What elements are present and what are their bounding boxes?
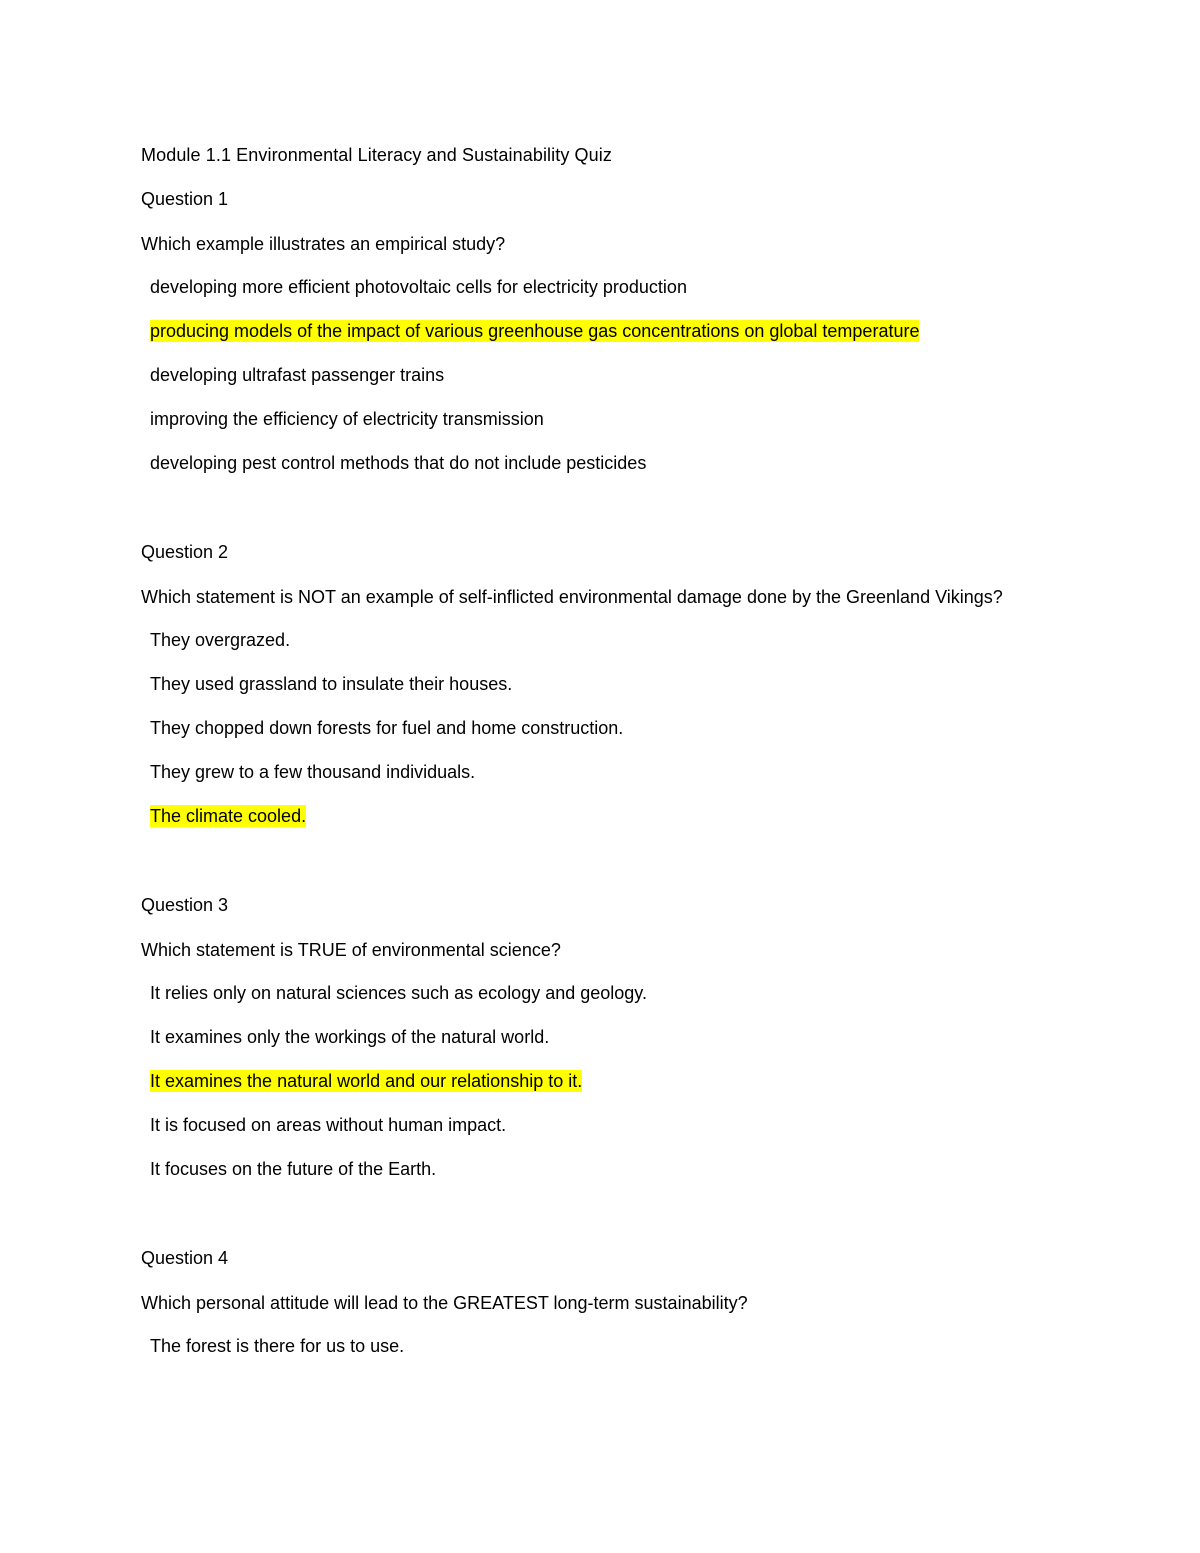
- answer-option-text: They used grassland to insulate their houses.: [150, 674, 513, 694]
- answer-option-text: developing more efficient photovoltaic cells for electricity production: [150, 277, 687, 297]
- answer-option-highlighted: [150, 1068, 1041, 1094]
- question-text: Which statement is NOT an example of self-inflicted environmental damage done by the Greenland Vikings?: [141, 587, 1003, 607]
- question-label: Question 4: [141, 1248, 229, 1268]
- answer-option-text: The forest is there for us to use.: [150, 1336, 405, 1356]
- question-4: [141, 1245, 1041, 1359]
- answer-option-text: It focuses on the future of the Earth.: [150, 1159, 437, 1179]
- question-2: [141, 539, 1041, 892]
- answer-option: [150, 450, 1041, 476]
- question-label: Question 3: [141, 895, 229, 915]
- question-label: Question 1: [141, 189, 229, 209]
- answer-option-text: improving the efficiency of electricity transmission: [150, 409, 544, 429]
- question-text: Which example illustrates an empirical study?: [141, 234, 506, 254]
- answer-option-text: developing ultrafast passenger trains: [150, 365, 445, 385]
- answer-option-text: It examines only the workings of the natural world.: [150, 1027, 550, 1047]
- answer-option: [150, 715, 1041, 741]
- answer-option: [150, 362, 1041, 388]
- answer-option-text: developing pest control methods that do not include pesticides: [150, 453, 647, 473]
- question-3: [141, 892, 1041, 1245]
- question-label: Question 2: [141, 542, 229, 562]
- question-spacer: [141, 1200, 1041, 1245]
- answer-options: [141, 627, 1041, 829]
- answer-option-text: producing models of the impact of various greenhouse gas concentrations on global temperature: [150, 321, 920, 341]
- answer-options: [141, 1333, 1041, 1359]
- answer-option: [150, 274, 1041, 300]
- question-list: [141, 186, 1041, 1359]
- answer-option-text: It is focused on areas without human impact.: [150, 1115, 507, 1135]
- answer-option-text: The climate cooled.: [150, 806, 307, 826]
- answer-option: [150, 1024, 1041, 1050]
- question-text: Which personal attitude will lead to the GREATEST long-term sustainability?: [141, 1293, 748, 1313]
- answer-option: [150, 406, 1041, 432]
- answer-option: [150, 627, 1041, 653]
- question-1: [141, 186, 1041, 539]
- question-spacer: [141, 494, 1041, 539]
- answer-option-text: They grew to a few thousand individuals.: [150, 762, 476, 782]
- document-page: [141, 142, 1041, 1377]
- answer-option-text: It relies only on natural sciences such as ecology and geology.: [150, 983, 647, 1003]
- answer-option: [150, 1156, 1041, 1182]
- answer-option-text: They overgrazed.: [150, 630, 291, 650]
- document-title: Module 1.1 Environmental Literacy and Sustainability Quiz: [141, 145, 612, 165]
- answer-option: [150, 1112, 1041, 1138]
- question-text: Which statement is TRUE of environmental science?: [141, 940, 561, 960]
- question-spacer: [141, 847, 1041, 892]
- answer-option-text: They chopped down forests for fuel and home construction.: [150, 718, 624, 738]
- answer-option-highlighted: [150, 803, 1041, 829]
- answer-option: [150, 1333, 1041, 1359]
- answer-option: [150, 671, 1041, 697]
- answer-options: [141, 980, 1041, 1182]
- answer-option: [150, 759, 1041, 785]
- answer-options: [141, 274, 1041, 476]
- answer-option: [150, 980, 1041, 1006]
- answer-option-text: It examines the natural world and our relationship to it.: [150, 1071, 583, 1091]
- answer-option-highlighted: [150, 318, 1041, 344]
